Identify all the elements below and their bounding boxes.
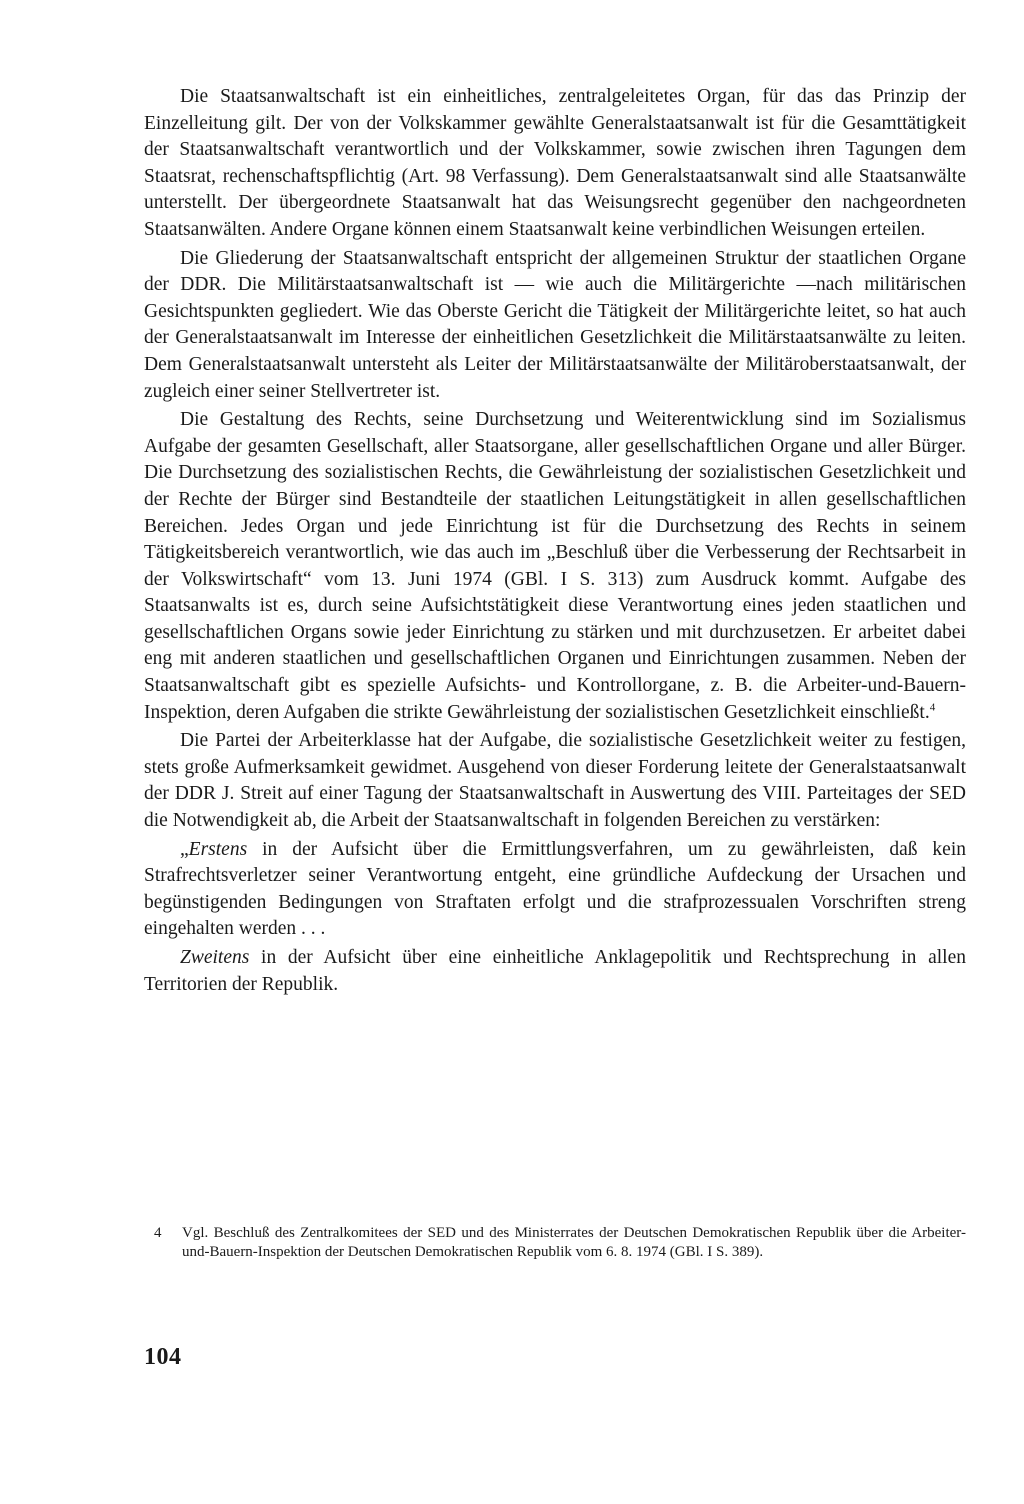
quote-first (144, 837, 966, 943)
quote-text: in der Aufsicht über eine einheitliche Anklagepolitik und Rechtsprechung in allen Territorien der Republik. (144, 947, 966, 995)
footnote-reference: 4 (929, 701, 936, 714)
paragraph (144, 407, 966, 726)
quote-second (144, 945, 966, 998)
footnote-text: Vgl. Beschluß des Zentralkomitees der SED und des Ministerrates der Deutschen Demokratischen Republik über die Arbeiter-und-Bauern-Inspektion der Deutschen Demokratischen Republik vom 6. 8. 1974 (GBl. I S. 389). (182, 1225, 966, 1260)
footnote (144, 1224, 966, 1262)
quote-open-mark: „ (180, 838, 189, 860)
paragraph-text: Die Gestaltung des Rechts, seine Durchsetzung und Weiterentwicklung sind im Sozialismus Aufgabe der gesamten Gesellschaft, aller Staatsorgane, aller gesellschaftlichen Organe und aller Bürger. Die Durchsetzung des sozialistischen Rechts, die Gewährleistung der sozialistischen Gesetzlichkeit und der Rechte der Bürger sind Bestandteile der staatlichen Leitungstätigkeit in allen gesellschaftlichen Bereichen. Jedes Organ und jede Einrichtung ist für die Durchsetzung des Rechts in seinem Tätigkeitsbereich verantwortlich, wie das auch im „Beschluß über die Verbesserung der Rechtsarbeit in der Volkswirtschaft“ vom 13. Juni 1974 (GBl. I S. 313) zum Ausdruck kommt. Aufgabe des Staatsanwalts ist es, durch seine Aufsichtstätigkeit diese Verantwortung eines jeden staatlichen und gesellschaftlichen Organs sowie jeder Einrichtung zu stärken und mit durchzusetzen. Er arbeitet dabei eng mit anderen staatlichen und gesellschaftlichen Organen und Einrichtungen zusammen. Neben der Staatsanwaltschaft gibt es spezielle Aufsichts- und Kontrollorgane, z. B. die Arbeiter-und-Bauern-Inspektion, deren Aufgaben die strikte Gewährleistung der sozialistischen Gesetzlichkeit einschließt. (144, 409, 966, 723)
quote-lead-word: Zweitens (180, 947, 250, 968)
footnotes (144, 1224, 966, 1262)
quote-lead-word: Erstens (188, 838, 248, 860)
footnote-number: 4 (154, 1225, 162, 1241)
paragraph: Die Partei der Arbeiterklasse hat der Aufgabe, die sozialistische Gesetzlichkeit weiter zu festigen, stets große Aufmerksamkeit gewidmet. Ausgehend von dieser Forderung leitete der Generalstaatsanwalt der DDR J. Streit auf einer Tagung der Staatsanwaltschaft in Auswertung des VIII. Parteitages der SED die Notwendigkeit ab, die Arbeit der Staatsanwaltschaft in folgenden Bereichen zu verstärken: (144, 730, 966, 832)
paragraph: Die Gliederung der Staatsanwaltschaft entspricht der allgemeinen Struktur der staatlichen Organe der DDR. Die Militärstaatsanwaltschaft ist — wie auch die Militärgerichte —nach militärischen Gesichtspunkten gegliedert. Wie das Oberste Gericht die Tätigkeit der Militärgerichte leitet, so hat auch der Generalstaatsanwalt im Interesse der einheitlichen Gesetzlichkeit die Militärstaatsanwälte zu leiten. Dem Generalstaatsanwalt untersteht als Leiter der Militärstaatsanwälte der Militäroberstaatsanwalt, der zugleich einer seiner Stellvertreter ist. (144, 247, 966, 402)
page-number: 104 (144, 1344, 182, 1370)
main-text (144, 84, 966, 1000)
quote-text: in der Aufsicht über die Ermittlungsverfahren, um zu gewährleisten, daß kein Strafrechtsverletzer seiner Verantwortung entgeht, eine gründliche Aufdeckung der Ursachen und begünstigenden Bedingungen von Straftaten erfolgt und die strafprozessualen Vorschriften streng eingehalten werden . . . (144, 838, 966, 940)
paragraph: Die Staatsanwaltschaft ist ein einheitliches, zentralgeleitetes Organ, für das das Prinzip der Einzelleitung gilt. Der von der Volkskammer gewählte Generalstaatsanwalt ist für die Gesamttätigkeit der Staatsanwaltschaft verantwortlich und der Volkskammer, sowie zwischen ihren Tagungen dem Staatsrat, rechenschaftspflichtig (Art. 98 Verfassung). Dem Generalstaatsanwalt sind alle Staatsanwälte unterstellt. Der übergeordnete Staatsanwalt hat das Weisungsrecht gegenüber den nachgeordneten Staatsanwälten. Andere Organe können einem Staatsanwalt keine verbindlichen Weisungen erteilen. (144, 86, 966, 240)
